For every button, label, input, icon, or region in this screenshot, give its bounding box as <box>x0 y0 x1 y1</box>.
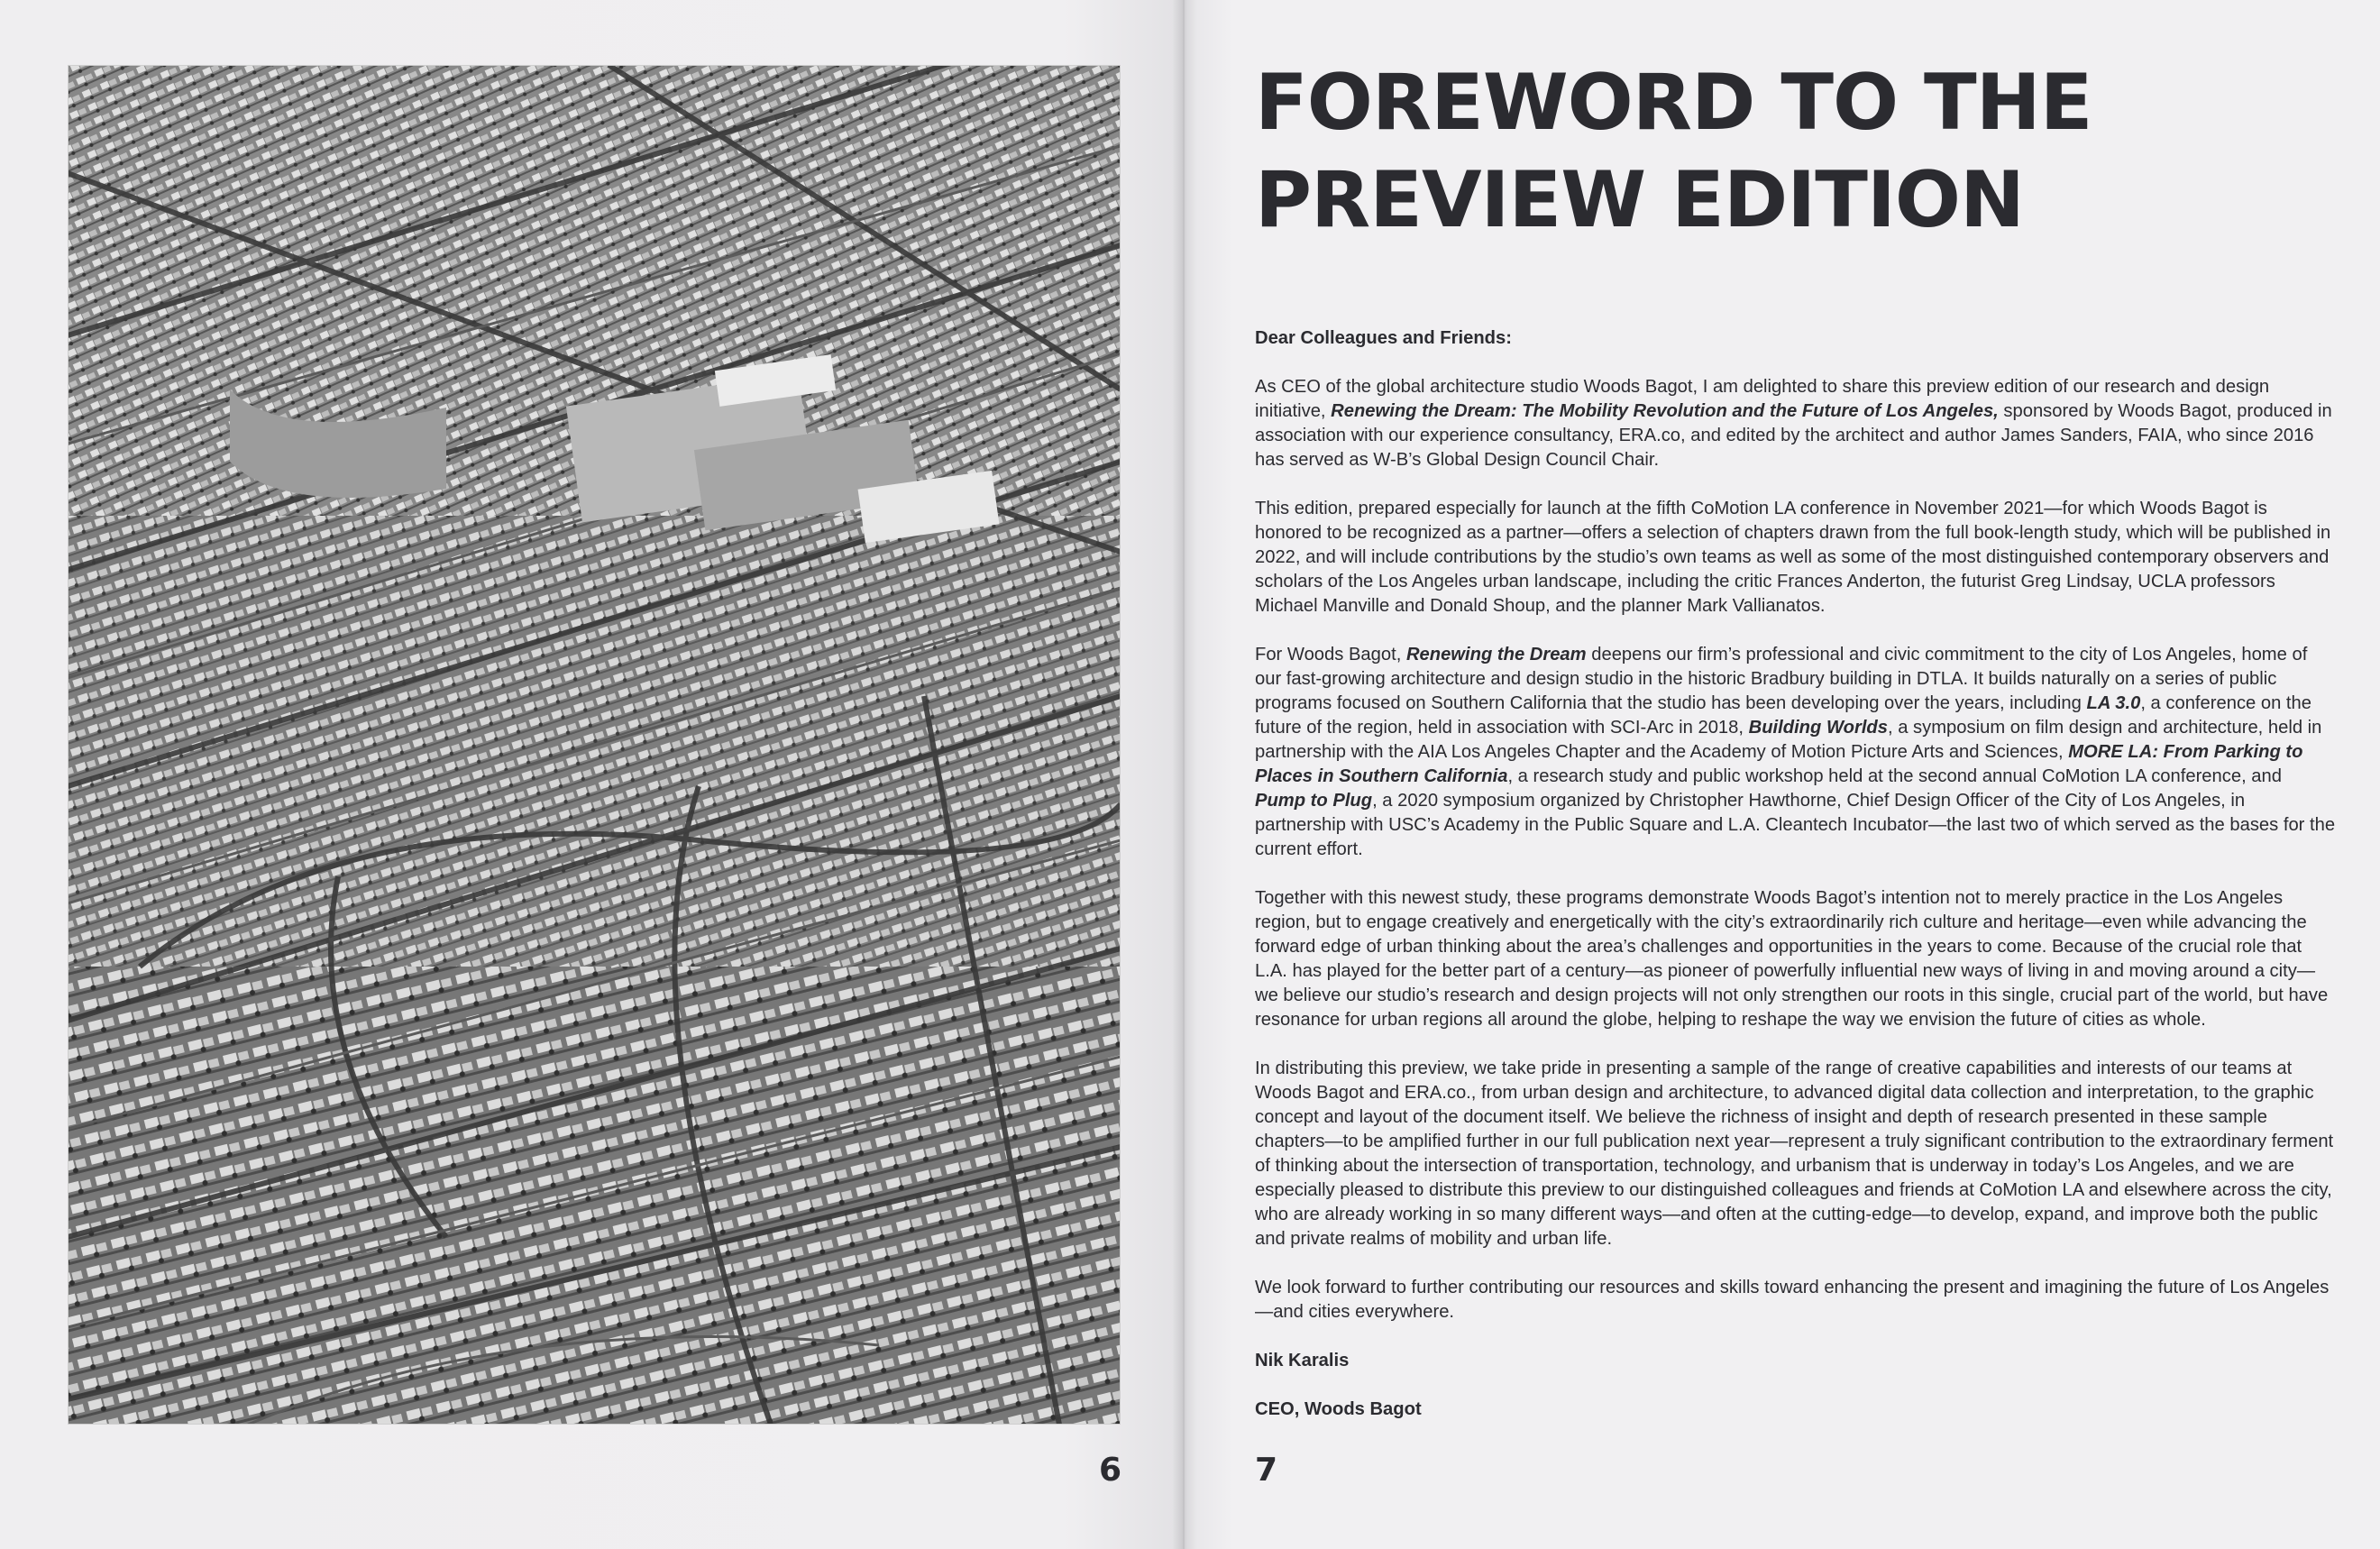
title-line-1: FOREWORD TO THE <box>1255 58 2092 148</box>
title-more-la: MORE LA: From Parking to Places in Southern California <box>1255 742 2303 786</box>
paragraph-3-text-a: For Woods Bagot, <box>1255 645 1406 665</box>
paragraph-2: This edition, prepared especially for launch at the fifth CoMotion LA conference in November 2021—for which Woods Bagot is honored to be recognized as a partner—offers a selection of chapters drawn from the full book-length study, which will be published in 2022, and will include contributions by the studio’s own teams as well as some of the most distinguished contemporary observers and scholars of the Los Angeles urban landscape, including the critic Frances Anderton, the futurist Greg Lindsay, UCLA professors Michael Manville and Donald Shoup, and the planner Mark Vallianatos. <box>1255 499 2331 616</box>
title-pump-to-plug: Pump to Plug <box>1255 791 1373 811</box>
left-page <box>0 0 1183 1549</box>
signature-name: Nik Karalis <box>1255 1351 1350 1370</box>
salutation: Dear Colleagues and Friends: <box>1255 328 1512 348</box>
paragraph-4: Together with this newest study, these programs demonstrate Woods Bagot’s intention not to merely practice in the Los Angeles region, but to engage creatively and energetically with the city’s extraordinarily rich culture and heritage—even while advancing the forward edge of urban thinking about the area’s challenges and opportunities in the years to come. Because of the crucial role that L.A. has played for the better part of a century—as pioneer of powerfully influential new ways of living in and moving around a city—we believe our studio’s research and design projects will not only strengthen our roots in this single, crucial part of the world, but have resonance for urban regions all around the globe, helping to reshape the way we envision the future of cities as whole. <box>1255 888 2329 1030</box>
title-line-2: PREVIEW EDITION <box>1255 155 2024 245</box>
paragraph-1-text-c: sponsored by Woods Bagot, produced in association with our experience consultancy, ERA.co, and edited by the architect and author James Sanders, FAIA, who since 2016 has served as W-B’s Global Design Council Chair. <box>1255 401 2332 470</box>
title-building-worlds: Building Worlds <box>1748 718 1888 738</box>
paragraph-3-text-g: , a symposium on film design and architecture, held in partnership with the AIA Los Angeles Chapter and the Academy of Motion Picture Arts and Sciences, <box>1255 718 2322 762</box>
title-renewing-the-dream: Renewing the Dream <box>1405 645 1587 665</box>
page-number-left: 6 <box>1098 1452 1121 1489</box>
signature-title: CEO, Woods Bagot <box>1255 1399 1422 1419</box>
aerial-photo-graphic <box>68 65 1121 1425</box>
paragraph-3-text-e: , a conference on the future of the region, held in association with SCI-Arc in 2018, <box>1255 693 2311 738</box>
right-page <box>1185 0 2380 1549</box>
paragraph-1-text-a: As CEO of the global architecture studio Woods Bagot, I am delighted to share this preview edition of our research and design initiative, <box>1255 377 2270 421</box>
foreword-letter <box>1255 326 2337 1446</box>
paragraph-5: In distributing this preview, we take pride in presenting a sample of the range of creative capabilities and interests of our teams at Woods Bagot and ERA.co., from urban design and architecture, to advanced digital data collection and interpretation, to the graphic concept and layout of the document itself. We believe the richness of insight and depth of research presented in these sample chapters—to be amplified further in our full publication next year—represent a truly significant contribution to the extraordinary ferment of thinking about the intersection of transportation, technology, and urbanism that is underway in today’s Los Angeles, and we are especially pleased to distribute this preview to our distinguished colleagues and friends at CoMotion LA and elsewhere across the city, who are already working in so many different ways—and often at the cutting-edge—to develop, expand, and improve both the public and private realms of mobility and urban life. <box>1255 1059 2334 1249</box>
paragraph-3 <box>1255 643 2337 862</box>
book-title-renewing-the-dream: Renewing the Dream: The Mobility Revolution and the Future of Los Angeles, <box>1331 401 1999 421</box>
paragraph-3-text-i: , a research study and public workshop held at the second annual CoMotion LA conference, and <box>1507 766 2282 786</box>
page-number-right: 7 <box>1255 1452 1278 1489</box>
page-title <box>1255 54 2292 249</box>
paragraph-3-text-k: , a 2020 symposium organized by Christopher Hawthorne, Chief Design Officer of the City of Los Angeles, in partnership with USC’s Academy in the Public Square and L.A. Cleantech Incubator—the last two of which served as the bases for the current effort. <box>1255 791 2336 859</box>
aerial-suburb-photo <box>68 65 1121 1425</box>
paragraph-1 <box>1255 375 2337 472</box>
title-la-3-0: LA 3.0 <box>2086 693 2141 713</box>
paragraph-3-text-c: deepens our firm’s professional and civic commitment to the city of Los Angeles, home of our fast-growing architecture and design studio in the historic Bradbury building in DTLA. It builds naturally on a series of public programs focused on Southern California that the studio has been developing over the years, including <box>1255 645 2308 713</box>
paragraph-6: We look forward to further contributing our resources and skills toward enhancing the present and imagining the future of Los Angeles—and cities everywhere. <box>1255 1278 2330 1322</box>
